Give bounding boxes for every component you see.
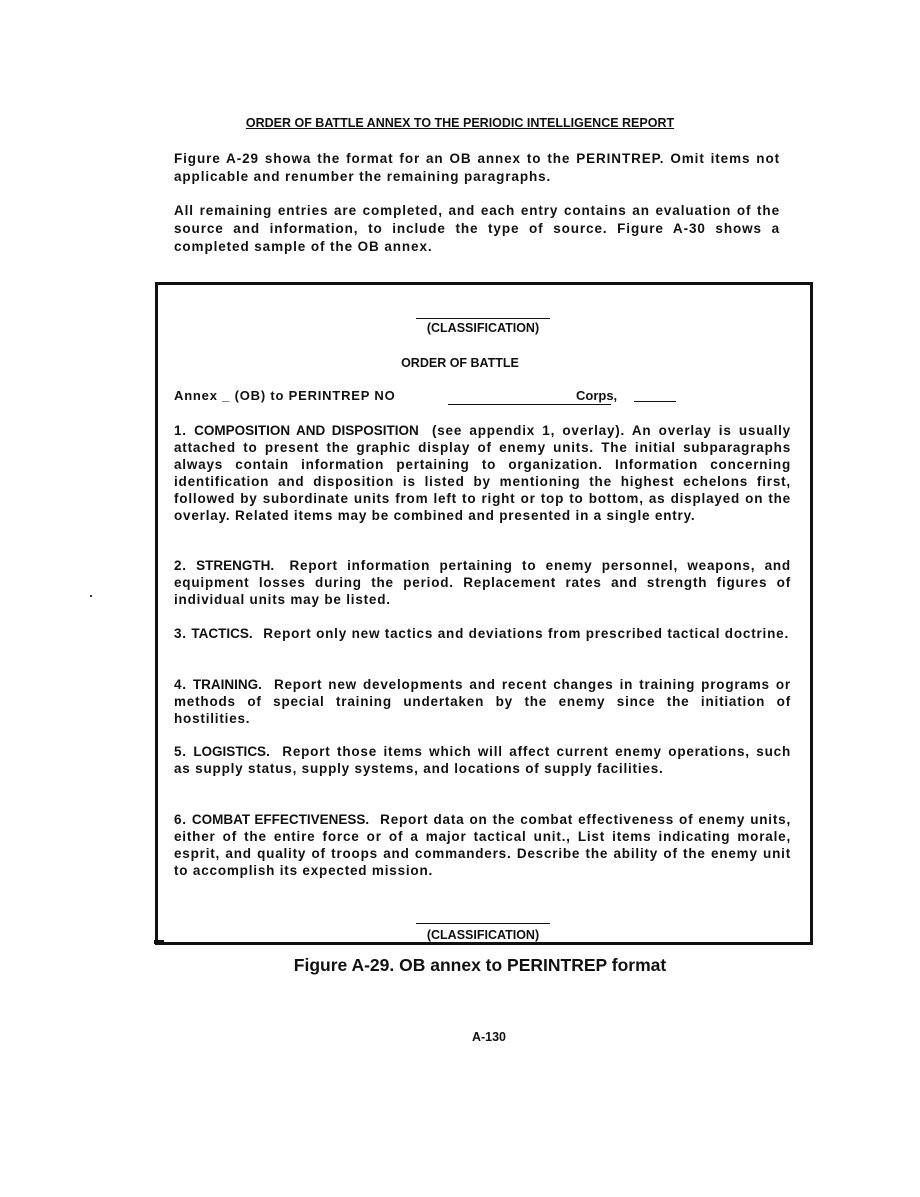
paragraph-heading: STRENGTH.	[196, 558, 275, 573]
paragraph-2	[174, 557, 791, 608]
paragraph-text: Report those items which will affect current enemy operations, such as supply status, supply systems, and locations of supply facilities.	[174, 744, 791, 776]
paragraph-text: Report information pertaining to enemy personnel, weapons, and equipment losses during the period. Replacement rates and strength figures of individual units may be listed.	[174, 558, 791, 607]
intro-paragraph-2: All remaining entries are completed, and each entry contains an evaluation of the source and information, to include the type of source. Figure A-30 shows a completed sample of the OB annex.	[174, 203, 780, 254]
paragraph-text: Report only new tactics and deviations from prescribed tactical doctrine.	[263, 626, 789, 641]
classification-top: (CLASSIFICATION)	[426, 321, 540, 335]
frame-corner-mark	[154, 940, 164, 944]
page-number: A-130	[471, 1030, 507, 1044]
classification-line-top	[416, 318, 550, 319]
corps-blank	[634, 401, 676, 402]
paragraph-3	[174, 625, 791, 642]
paragraph-number: 3.	[174, 626, 187, 641]
form-title: ORDER OF BATTLE	[401, 356, 519, 370]
paragraph-heading: COMBAT EFFECTIVENESS.	[191, 812, 370, 827]
page-heading: ORDER OF BATTLE ANNEX TO THE PERIODIC INTELLIGENCE REPORT	[245, 116, 675, 130]
paragraph-1	[174, 422, 791, 524]
perintrep-number-blank	[448, 404, 611, 405]
paragraph-5	[174, 743, 791, 777]
intro-paragraph-1: Figure A-29 showa the format for an OB annex to the PERINTREP. Omit items not applicable and renumber the remaining paragraphs.	[174, 151, 780, 184]
paragraph-number: 6.	[174, 812, 187, 827]
classification-line-bottom	[416, 923, 550, 924]
annex-line: Annex _ (OB) to PERINTREP NO	[174, 388, 396, 403]
paragraph-number: 2.	[174, 558, 187, 573]
paragraph-text: Report data on the combat effectiveness of enemy units, either of the entire force or of a major tactical unit., List items indicating morale, esprit, and quality of troops and commanders. Describe the ability of the enemy unit to accomplish its expected mission.	[174, 812, 791, 878]
paragraph-6	[174, 811, 791, 879]
paragraph-number: 1.	[174, 423, 187, 438]
paragraph-4	[174, 676, 791, 727]
paragraph-number: 5.	[174, 744, 187, 759]
paragraph-number: 4.	[174, 677, 187, 692]
figure-caption: Figure A-29. OB annex to PERINTREP format	[293, 955, 667, 975]
paragraph-heading: LOGISTICS.	[193, 744, 270, 759]
paragraph-text: (see appendix 1, overlay). An overlay is usually attached to present the graphic display of enemy units. The initial subparagraphs always contain information pertaining to organization. Information concerning identification and disposition is listed by mentioning the highest echelons first, followed by subordinate units from left to right or top to bottom, as displayed on the overlay. Related items may be combined and presented in a single entry.	[174, 423, 791, 523]
corps-label: Corps,	[576, 388, 618, 403]
scan-speck	[90, 595, 92, 597]
classification-bottom: (CLASSIFICATION)	[426, 928, 540, 942]
paragraph-heading: TRAINING.	[192, 677, 262, 692]
paragraph-text: Report new developments and recent changes in training programs or methods of special training undertaken by the enemy since the initiation of hostilities.	[174, 677, 791, 726]
paragraph-heading: TACTICS.	[191, 626, 253, 641]
paragraph-heading: COMPOSITION AND DISPOSITION	[194, 423, 419, 438]
